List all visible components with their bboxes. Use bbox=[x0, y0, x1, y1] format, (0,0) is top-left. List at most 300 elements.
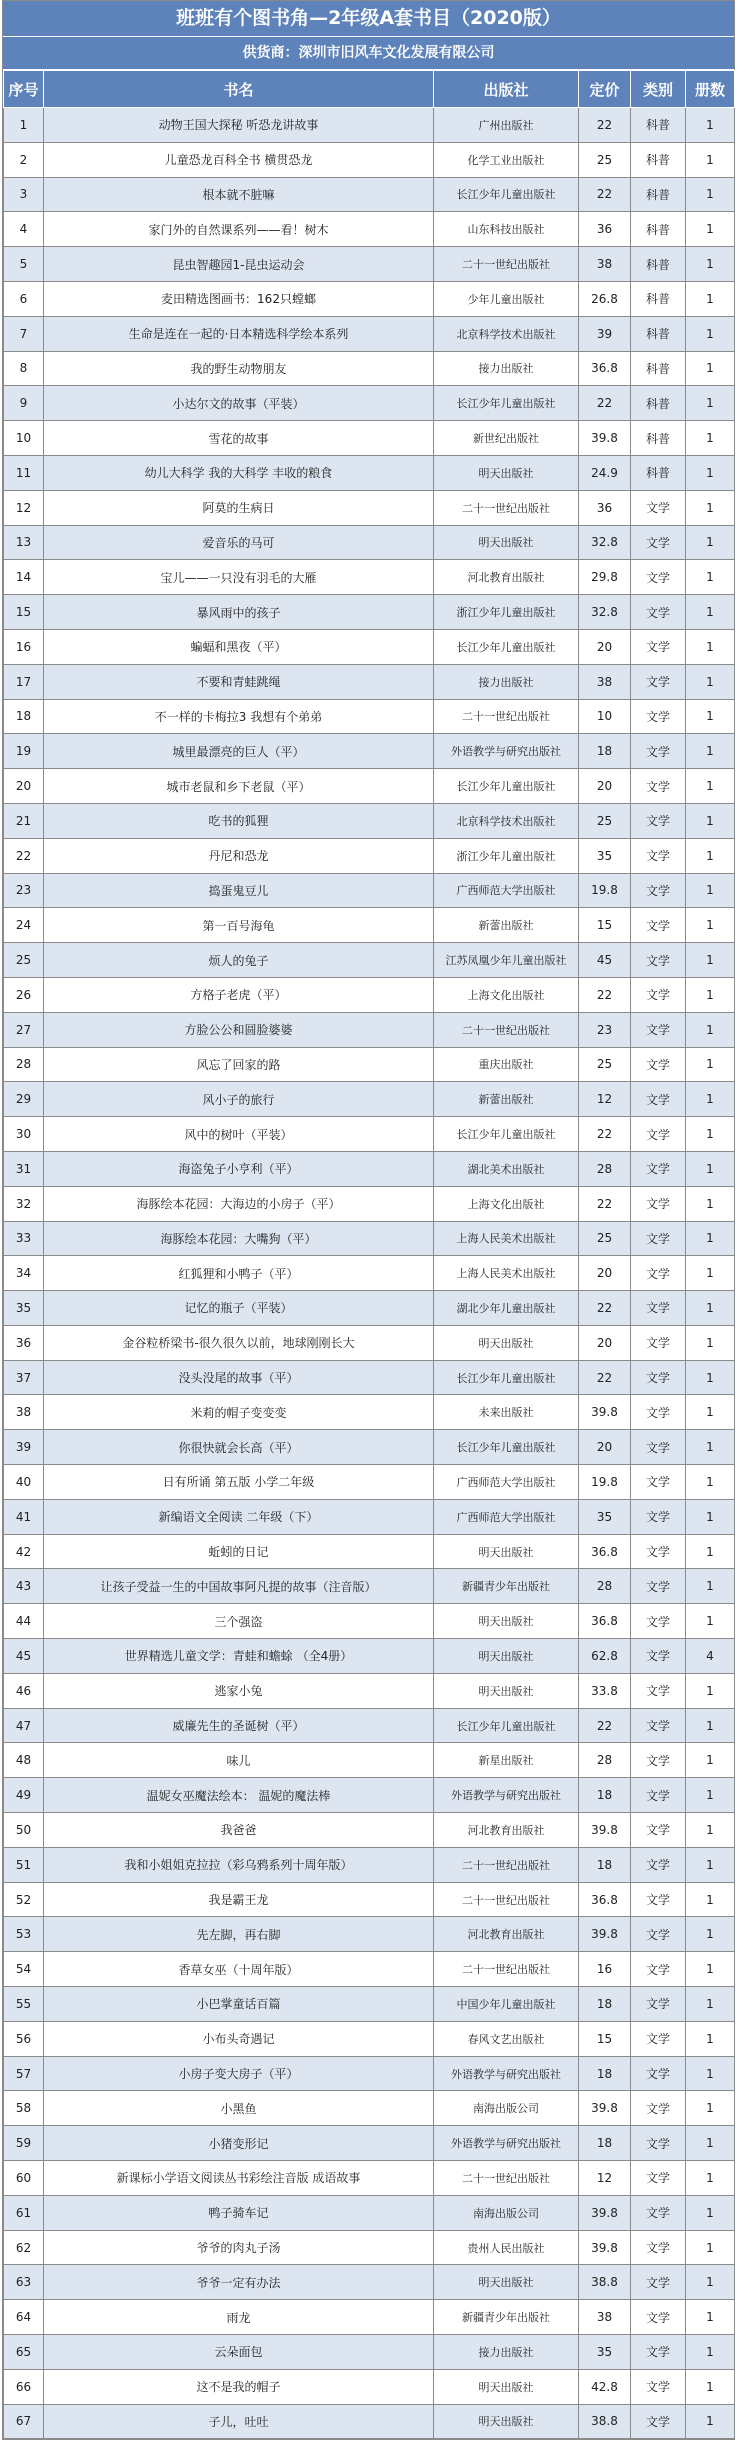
cell-quantity: 1 bbox=[686, 908, 735, 943]
cell-price: 22 bbox=[579, 386, 631, 421]
cell-number: 12 bbox=[4, 490, 44, 525]
cell-category: 文学 bbox=[631, 1917, 686, 1952]
cell-title: 小布头奇遇记 bbox=[44, 2021, 434, 2056]
cell-publisher: 上海文化出版社 bbox=[434, 1186, 579, 1221]
cell-publisher: 上海人民美术出版社 bbox=[434, 1256, 579, 1291]
table-row bbox=[4, 908, 735, 943]
cell-number: 14 bbox=[4, 560, 44, 595]
cell-title: 动物王国大探秘 听恐龙讲故事 bbox=[44, 108, 434, 143]
cell-number: 10 bbox=[4, 421, 44, 456]
cell-publisher: 明天出版社 bbox=[434, 2404, 579, 2439]
cell-category: 文学 bbox=[631, 2404, 686, 2439]
cell-price: 20 bbox=[579, 1430, 631, 1465]
cell-price: 18 bbox=[579, 1987, 631, 2022]
cell-price: 39 bbox=[579, 316, 631, 351]
cell-quantity: 1 bbox=[686, 2056, 735, 2091]
cell-category: 文学 bbox=[631, 664, 686, 699]
cell-title: 风小子的旅行 bbox=[44, 1082, 434, 1117]
cell-quantity: 1 bbox=[686, 1952, 735, 1987]
cell-category: 文学 bbox=[631, 1673, 686, 1708]
cell-title: 我是霸王龙 bbox=[44, 1882, 434, 1917]
cell-quantity: 1 bbox=[686, 142, 735, 177]
cell-category: 文学 bbox=[631, 1534, 686, 1569]
table-row bbox=[4, 1499, 735, 1534]
cell-quantity: 1 bbox=[686, 1569, 735, 1604]
cell-category: 文学 bbox=[631, 595, 686, 630]
cell-quantity: 1 bbox=[686, 525, 735, 560]
table-row bbox=[4, 803, 735, 838]
cell-quantity: 1 bbox=[686, 351, 735, 386]
cell-quantity: 1 bbox=[686, 386, 735, 421]
cell-price: 18 bbox=[579, 2056, 631, 2091]
cell-title: 米莉的帽子变变变 bbox=[44, 1395, 434, 1430]
cell-quantity: 1 bbox=[686, 1465, 735, 1500]
cell-number: 20 bbox=[4, 769, 44, 804]
cell-category: 文学 bbox=[631, 699, 686, 734]
cell-price: 22 bbox=[579, 977, 631, 1012]
cell-title: 日有所诵 第五版 小学二年级 bbox=[44, 1465, 434, 1500]
cell-quantity: 1 bbox=[686, 664, 735, 699]
cell-price: 20 bbox=[579, 769, 631, 804]
cell-price: 16 bbox=[579, 1952, 631, 1987]
cell-category: 文学 bbox=[631, 1430, 686, 1465]
cell-number: 56 bbox=[4, 2021, 44, 2056]
cell-number: 33 bbox=[4, 1221, 44, 1256]
cell-number: 3 bbox=[4, 177, 44, 212]
cell-number: 41 bbox=[4, 1499, 44, 1534]
cell-price: 22 bbox=[579, 108, 631, 143]
cell-category: 科普 bbox=[631, 281, 686, 316]
cell-price: 19.8 bbox=[579, 1465, 631, 1500]
table-row bbox=[4, 2161, 735, 2196]
cell-quantity: 1 bbox=[686, 2230, 735, 2265]
table-row bbox=[4, 1639, 735, 1674]
cell-publisher: 化学工业出版社 bbox=[434, 142, 579, 177]
cell-price: 32.8 bbox=[579, 595, 631, 630]
cell-category: 文学 bbox=[631, 1639, 686, 1674]
table-row bbox=[4, 2056, 735, 2091]
cell-price: 15 bbox=[579, 908, 631, 943]
cell-category: 文学 bbox=[631, 1151, 686, 1186]
table-row bbox=[4, 1569, 735, 1604]
cell-quantity: 1 bbox=[686, 1117, 735, 1152]
cell-quantity: 1 bbox=[686, 1743, 735, 1778]
cell-title: 蚯蚓的日记 bbox=[44, 1534, 434, 1569]
cell-category: 科普 bbox=[631, 421, 686, 456]
cell-title: 云朵面包 bbox=[44, 2335, 434, 2370]
table-row bbox=[4, 421, 735, 456]
cell-title: 根本就不脏嘛 bbox=[44, 177, 434, 212]
cell-category: 文学 bbox=[631, 977, 686, 1012]
cell-category: 文学 bbox=[631, 2091, 686, 2126]
cell-publisher: 二十一世纪出版社 bbox=[434, 2161, 579, 2196]
table-row bbox=[4, 1847, 735, 1882]
cell-quantity: 1 bbox=[686, 1987, 735, 2022]
cell-number: 37 bbox=[4, 1360, 44, 1395]
cell-number: 17 bbox=[4, 664, 44, 699]
cell-title: 方脸公公和圆脸婆婆 bbox=[44, 1012, 434, 1047]
cell-title: 家门外的自然课系列——看！树木 bbox=[44, 212, 434, 247]
cell-title: 风忘了回家的路 bbox=[44, 1047, 434, 1082]
cell-number: 44 bbox=[4, 1604, 44, 1639]
cell-price: 22 bbox=[579, 1117, 631, 1152]
table-row bbox=[4, 560, 735, 595]
cell-quantity: 1 bbox=[686, 2404, 735, 2439]
cell-quantity: 1 bbox=[686, 977, 735, 1012]
cell-price: 36 bbox=[579, 490, 631, 525]
cell-category: 文学 bbox=[631, 2126, 686, 2161]
cell-category: 文学 bbox=[631, 2265, 686, 2300]
cell-publisher: 湖北美术出版社 bbox=[434, 1151, 579, 1186]
cell-quantity: 1 bbox=[686, 2161, 735, 2196]
cell-price: 28 bbox=[579, 1743, 631, 1778]
cell-title: 逃家小兔 bbox=[44, 1673, 434, 1708]
cell-number: 5 bbox=[4, 247, 44, 282]
cell-price: 22 bbox=[579, 1360, 631, 1395]
cell-publisher: 长江少年儿童出版社 bbox=[434, 1117, 579, 1152]
cell-category: 文学 bbox=[631, 1743, 686, 1778]
cell-price: 62.8 bbox=[579, 1639, 631, 1674]
cell-number: 57 bbox=[4, 2056, 44, 2091]
cell-title: 小黑鱼 bbox=[44, 2091, 434, 2126]
table-row bbox=[4, 1325, 735, 1360]
cell-number: 2 bbox=[4, 142, 44, 177]
cell-title: 爷爷一定有办法 bbox=[44, 2265, 434, 2300]
cell-number: 23 bbox=[4, 873, 44, 908]
cell-price: 25 bbox=[579, 1221, 631, 1256]
cell-title: 烦人的兔子 bbox=[44, 943, 434, 978]
cell-title: 风中的树叶（平装） bbox=[44, 1117, 434, 1152]
cell-publisher: 二十一世纪出版社 bbox=[434, 1847, 579, 1882]
table-row bbox=[4, 595, 735, 630]
cell-publisher: 新疆青少年出版社 bbox=[434, 2300, 579, 2335]
table-row bbox=[4, 734, 735, 769]
cell-number: 61 bbox=[4, 2195, 44, 2230]
cell-number: 64 bbox=[4, 2300, 44, 2335]
cell-category: 文学 bbox=[631, 1047, 686, 1082]
cell-title: 雨龙 bbox=[44, 2300, 434, 2335]
cell-title: 爱音乐的马可 bbox=[44, 525, 434, 560]
cell-publisher: 浙江少年儿童出版社 bbox=[434, 595, 579, 630]
cell-title: 我爸爸 bbox=[44, 1813, 434, 1848]
cell-category: 文学 bbox=[631, 2230, 686, 2265]
cell-category: 文学 bbox=[631, 2335, 686, 2370]
cell-quantity: 1 bbox=[686, 2195, 735, 2230]
table-row bbox=[4, 2300, 735, 2335]
cell-quantity: 1 bbox=[686, 1221, 735, 1256]
cell-publisher: 贵州人民出版社 bbox=[434, 2230, 579, 2265]
cell-quantity: 1 bbox=[686, 2265, 735, 2300]
cell-quantity: 1 bbox=[686, 560, 735, 595]
cell-publisher: 湖北少年儿童出版社 bbox=[434, 1291, 579, 1326]
cell-number: 24 bbox=[4, 908, 44, 943]
cell-category: 文学 bbox=[631, 1952, 686, 1987]
cell-number: 50 bbox=[4, 1813, 44, 1848]
cell-category: 文学 bbox=[631, 1360, 686, 1395]
cell-category: 文学 bbox=[631, 1082, 686, 1117]
cell-publisher: 明天出版社 bbox=[434, 1639, 579, 1674]
cell-number: 18 bbox=[4, 699, 44, 734]
table-row bbox=[4, 1917, 735, 1952]
table-row bbox=[4, 1987, 735, 2022]
cell-category: 文学 bbox=[631, 769, 686, 804]
table-row bbox=[4, 247, 735, 282]
cell-price: 45 bbox=[579, 943, 631, 978]
cell-number: 21 bbox=[4, 803, 44, 838]
cell-category: 科普 bbox=[631, 247, 686, 282]
cell-quantity: 1 bbox=[686, 1047, 735, 1082]
table-row bbox=[4, 2021, 735, 2056]
table-row bbox=[4, 1708, 735, 1743]
table-row bbox=[4, 351, 735, 386]
cell-price: 24.9 bbox=[579, 455, 631, 490]
cell-quantity: 1 bbox=[686, 1778, 735, 1813]
cell-category: 文学 bbox=[631, 1604, 686, 1639]
cell-price: 22 bbox=[579, 1708, 631, 1743]
cell-category: 文学 bbox=[631, 525, 686, 560]
cell-title: 三个强盗 bbox=[44, 1604, 434, 1639]
cell-number: 65 bbox=[4, 2335, 44, 2370]
cell-number: 52 bbox=[4, 1882, 44, 1917]
cell-publisher: 新蕾出版社 bbox=[434, 1082, 579, 1117]
cell-quantity: 1 bbox=[686, 490, 735, 525]
cell-price: 25 bbox=[579, 1047, 631, 1082]
cell-number: 32 bbox=[4, 1186, 44, 1221]
table-row bbox=[4, 1882, 735, 1917]
cell-number: 42 bbox=[4, 1534, 44, 1569]
cell-publisher: 江苏凤凰少年儿童出版社 bbox=[434, 943, 579, 978]
table-row bbox=[4, 838, 735, 873]
cell-price: 36.8 bbox=[579, 1604, 631, 1639]
header-number: 序号 bbox=[4, 71, 44, 108]
cell-category: 文学 bbox=[631, 2369, 686, 2404]
cell-publisher: 二十一世纪出版社 bbox=[434, 1882, 579, 1917]
cell-title: 麦田精选图画书：162只螳螂 bbox=[44, 281, 434, 316]
cell-title: 幼儿大科学 我的大科学 丰收的粮食 bbox=[44, 455, 434, 490]
cell-number: 67 bbox=[4, 2404, 44, 2439]
cell-category: 文学 bbox=[631, 1395, 686, 1430]
cell-number: 48 bbox=[4, 1743, 44, 1778]
cell-category: 文学 bbox=[631, 838, 686, 873]
cell-number: 13 bbox=[4, 525, 44, 560]
cell-category: 文学 bbox=[631, 1012, 686, 1047]
cell-quantity: 1 bbox=[686, 1430, 735, 1465]
cell-title: 新编语文全阅读 二年级（下） bbox=[44, 1499, 434, 1534]
cell-quantity: 1 bbox=[686, 247, 735, 282]
cell-quantity: 1 bbox=[686, 873, 735, 908]
cell-publisher: 广州出版社 bbox=[434, 108, 579, 143]
cell-title: 丹尼和恐龙 bbox=[44, 838, 434, 873]
cell-publisher: 外语教学与研究出版社 bbox=[434, 734, 579, 769]
cell-title: 吃书的狐狸 bbox=[44, 803, 434, 838]
cell-category: 科普 bbox=[631, 386, 686, 421]
cell-number: 55 bbox=[4, 1987, 44, 2022]
cell-category: 文学 bbox=[631, 1987, 686, 2022]
cell-number: 34 bbox=[4, 1256, 44, 1291]
cell-quantity: 1 bbox=[686, 212, 735, 247]
cell-quantity: 1 bbox=[686, 2335, 735, 2370]
cell-number: 19 bbox=[4, 734, 44, 769]
cell-quantity: 1 bbox=[686, 734, 735, 769]
cell-publisher: 广西师范大学出版社 bbox=[434, 1499, 579, 1534]
cell-price: 38.8 bbox=[579, 2404, 631, 2439]
cell-number: 47 bbox=[4, 1708, 44, 1743]
cell-publisher: 春风文艺出版社 bbox=[434, 2021, 579, 2056]
cell-publisher: 长江少年儿童出版社 bbox=[434, 177, 579, 212]
cell-price: 22 bbox=[579, 1186, 631, 1221]
cell-publisher: 长江少年儿童出版社 bbox=[434, 629, 579, 664]
header-title: 书名 bbox=[44, 71, 434, 108]
cell-publisher: 明天出版社 bbox=[434, 2265, 579, 2300]
cell-number: 7 bbox=[4, 316, 44, 351]
cell-price: 18 bbox=[579, 1847, 631, 1882]
cell-price: 39.8 bbox=[579, 2195, 631, 2230]
cell-publisher: 新星出版社 bbox=[434, 1743, 579, 1778]
cell-number: 27 bbox=[4, 1012, 44, 1047]
cell-price: 39.8 bbox=[579, 1917, 631, 1952]
cell-publisher: 二十一世纪出版社 bbox=[434, 490, 579, 525]
cell-publisher: 浙江少年儿童出版社 bbox=[434, 838, 579, 873]
cell-title: 味儿 bbox=[44, 1743, 434, 1778]
cell-price: 38 bbox=[579, 664, 631, 699]
cell-title: 这不是我的帽子 bbox=[44, 2369, 434, 2404]
cell-number: 49 bbox=[4, 1778, 44, 1813]
cell-publisher: 明天出版社 bbox=[434, 1604, 579, 1639]
cell-publisher: 新蕾出版社 bbox=[434, 908, 579, 943]
cell-category: 科普 bbox=[631, 108, 686, 143]
cell-category: 文学 bbox=[631, 629, 686, 664]
supplier-line: 供货商：深圳市旧风车文化发展有限公司 bbox=[3, 37, 734, 70]
cell-quantity: 1 bbox=[686, 1534, 735, 1569]
cell-price: 10 bbox=[579, 699, 631, 734]
cell-number: 39 bbox=[4, 1430, 44, 1465]
cell-title: 先左脚，再右脚 bbox=[44, 1917, 434, 1952]
cell-publisher: 未来出版社 bbox=[434, 1395, 579, 1430]
cell-publisher: 南海出版公司 bbox=[434, 2195, 579, 2230]
cell-category: 文学 bbox=[631, 1882, 686, 1917]
cell-price: 18 bbox=[579, 2126, 631, 2161]
cell-title: 城市老鼠和乡下老鼠（平） bbox=[44, 769, 434, 804]
table-row bbox=[4, 873, 735, 908]
cell-category: 科普 bbox=[631, 351, 686, 386]
cell-publisher: 长江少年儿童出版社 bbox=[434, 1430, 579, 1465]
cell-category: 文学 bbox=[631, 803, 686, 838]
cell-price: 35 bbox=[579, 838, 631, 873]
cell-title: 阿莫的生病日 bbox=[44, 490, 434, 525]
cell-quantity: 1 bbox=[686, 1256, 735, 1291]
cell-title: 暴风雨中的孩子 bbox=[44, 595, 434, 630]
cell-category: 文学 bbox=[631, 1291, 686, 1326]
cell-title: 香草女巫（十周年版） bbox=[44, 1952, 434, 1987]
cell-quantity: 1 bbox=[686, 2369, 735, 2404]
cell-category: 科普 bbox=[631, 316, 686, 351]
cell-publisher: 明天出版社 bbox=[434, 1534, 579, 1569]
cell-price: 20 bbox=[579, 629, 631, 664]
cell-price: 35 bbox=[579, 1499, 631, 1534]
cell-quantity: 1 bbox=[686, 1012, 735, 1047]
table-row bbox=[4, 1012, 735, 1047]
cell-quantity: 1 bbox=[686, 108, 735, 143]
cell-title: 不要和青蛙跳绳 bbox=[44, 664, 434, 699]
table-row bbox=[4, 1430, 735, 1465]
cell-category: 文学 bbox=[631, 2021, 686, 2056]
cell-category: 文学 bbox=[631, 873, 686, 908]
cell-price: 23 bbox=[579, 1012, 631, 1047]
table-row bbox=[4, 142, 735, 177]
cell-number: 25 bbox=[4, 943, 44, 978]
cell-number: 1 bbox=[4, 108, 44, 143]
cell-publisher: 河北教育出版社 bbox=[434, 1813, 579, 1848]
table-row bbox=[4, 1082, 735, 1117]
cell-publisher: 山东科技出版社 bbox=[434, 212, 579, 247]
table-row bbox=[4, 316, 735, 351]
table-row bbox=[4, 1291, 735, 1326]
cell-price: 18 bbox=[579, 1778, 631, 1813]
cell-price: 38 bbox=[579, 247, 631, 282]
cell-number: 26 bbox=[4, 977, 44, 1012]
table-row bbox=[4, 943, 735, 978]
header-price: 定价 bbox=[579, 71, 631, 108]
cell-price: 38 bbox=[579, 2300, 631, 2335]
cell-price: 29.8 bbox=[579, 560, 631, 595]
cell-title: 捣蛋鬼豆儿 bbox=[44, 873, 434, 908]
cell-publisher: 新疆青少年出版社 bbox=[434, 1569, 579, 1604]
table-row bbox=[4, 2369, 735, 2404]
cell-title: 城里最漂亮的巨人（平） bbox=[44, 734, 434, 769]
table-row bbox=[4, 1360, 735, 1395]
cell-number: 16 bbox=[4, 629, 44, 664]
cell-title: 新课标小学语文阅读丛书彩绘注音版 成语故事 bbox=[44, 2161, 434, 2196]
cell-number: 31 bbox=[4, 1151, 44, 1186]
cell-price: 33.8 bbox=[579, 1673, 631, 1708]
cell-price: 22 bbox=[579, 1291, 631, 1326]
cell-publisher: 明天出版社 bbox=[434, 1325, 579, 1360]
table-row bbox=[4, 1117, 735, 1152]
cell-price: 20 bbox=[579, 1325, 631, 1360]
table-row bbox=[4, 2091, 735, 2126]
cell-title: 第一百号海龟 bbox=[44, 908, 434, 943]
cell-price: 15 bbox=[579, 2021, 631, 2056]
cell-quantity: 1 bbox=[686, 1604, 735, 1639]
cell-quantity: 1 bbox=[686, 1673, 735, 1708]
cell-category: 文学 bbox=[631, 1778, 686, 1813]
cell-title: 没头没尾的故事（平） bbox=[44, 1360, 434, 1395]
cell-publisher: 外语教学与研究出版社 bbox=[434, 2126, 579, 2161]
cell-quantity: 1 bbox=[686, 803, 735, 838]
cell-title: 威廉先生的圣诞树（平） bbox=[44, 1708, 434, 1743]
header-quantity: 册数 bbox=[686, 71, 735, 108]
table-row bbox=[4, 1151, 735, 1186]
cell-category: 文学 bbox=[631, 943, 686, 978]
cell-category: 文学 bbox=[631, 2161, 686, 2196]
cell-number: 30 bbox=[4, 1117, 44, 1152]
cell-title: 红狐狸和小鸭子（平） bbox=[44, 1256, 434, 1291]
cell-price: 42.8 bbox=[579, 2369, 631, 2404]
cell-title: 海豚绘本花园：大海边的小房子（平） bbox=[44, 1186, 434, 1221]
cell-publisher: 河北教育出版社 bbox=[434, 1917, 579, 1952]
cell-publisher: 北京科学技术出版社 bbox=[434, 316, 579, 351]
cell-category: 科普 bbox=[631, 212, 686, 247]
table-row bbox=[4, 1465, 735, 1500]
cell-publisher: 明天出版社 bbox=[434, 455, 579, 490]
cell-title: 金谷粒桥梁书-很久很久以前，地球刚刚长大 bbox=[44, 1325, 434, 1360]
cell-number: 54 bbox=[4, 1952, 44, 1987]
table-row bbox=[4, 386, 735, 421]
cell-category: 文学 bbox=[631, 908, 686, 943]
table-row bbox=[4, 1221, 735, 1256]
cell-publisher: 少年儿童出版社 bbox=[434, 281, 579, 316]
cell-price: 36.8 bbox=[579, 351, 631, 386]
